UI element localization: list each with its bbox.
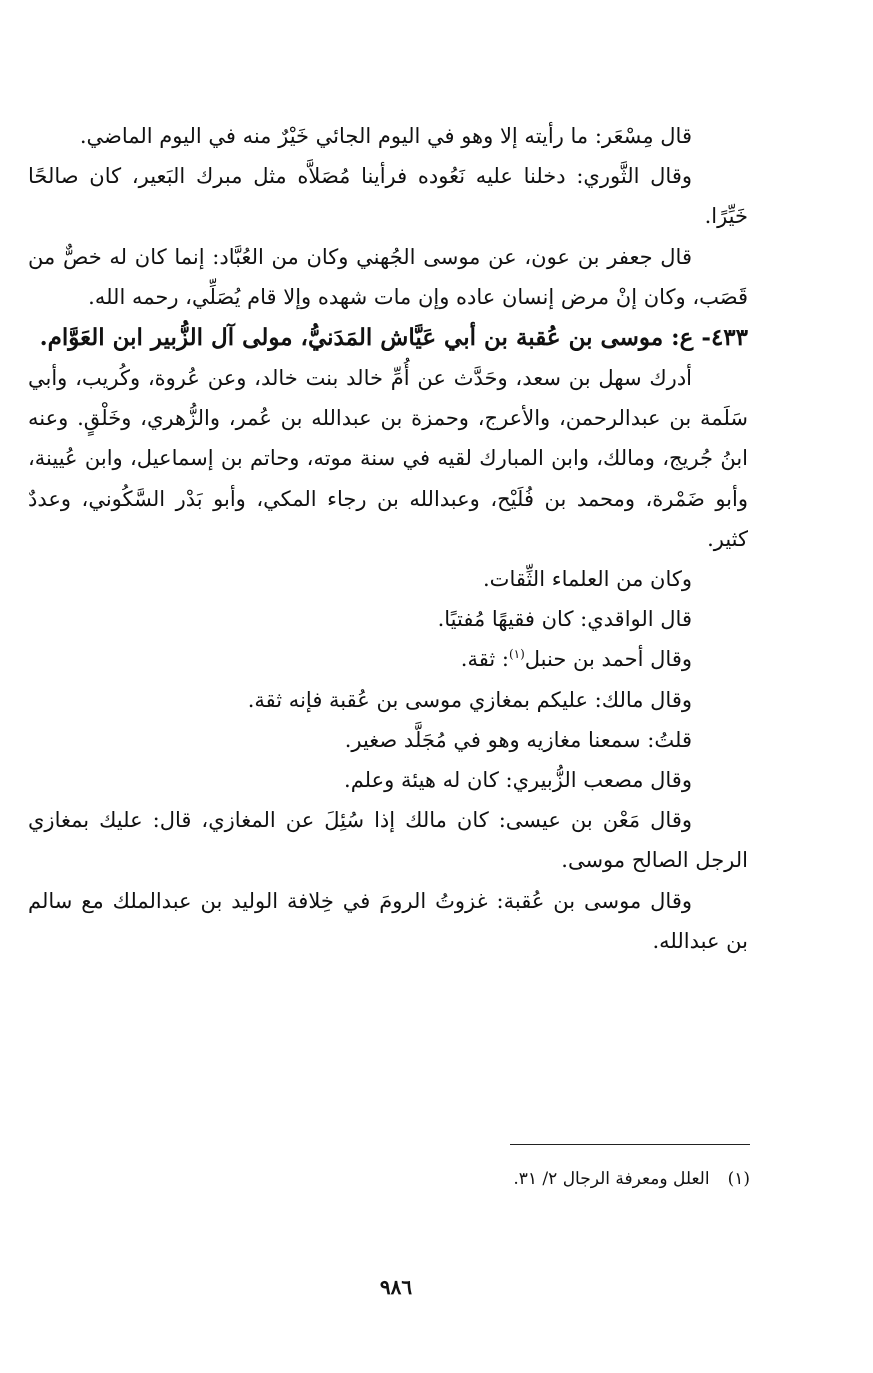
paragraph-man: وقال مَعْن بن عيسى: كان مالك إذا سُئِلَ عن المغازي، قال: عليك بمغازي الرجل الصالح موسى. — [28, 808, 748, 873]
entry-heading — [28, 317, 748, 358]
ahmad-text: وقال أحمد بن حنبل — [524, 647, 692, 672]
paragraph-narrators: أدرك سهل بن سعد، وحَدَّث عن أُمِّ خالد بنت خالد، وعن عُروة، وكُريب، وأبي سَلَمة بن عبدالرحمن، والأعرج، وحمزة بن عبدالله بن عُمر، والزُّهري، وخَلْقٍ. وعنه ابنُ جُريج، ومالك، وابن المبارك لقيه في سنة موته، وحاتم بن إسماعيل، وابن عُيينة، وأبو ضَمْرة، ومحمد بن فُلَيْح، وعبدالله بن رجاء المكي، وأبو بَدْر السَّكُوني، وعددٌ كثير. — [28, 366, 748, 551]
footnote-number: (١) — [727, 1169, 750, 1189]
entry-mark: - ع: — [671, 324, 711, 352]
ahmad-verdict: : ثقة. — [460, 647, 509, 672]
paragraph-thiqat: وكان من العلماء الثِّقات. — [483, 567, 692, 592]
footnote-reference[interactable]: (١) — [508, 647, 525, 662]
paragraph-misar: قال مِسْعَر: ما رأيته إلا وهو في اليوم الجائي خَيْرٌ منه في اليوم الماضي. — [79, 124, 692, 148]
main-text — [28, 116, 748, 961]
paragraph-ahmad — [28, 639, 748, 679]
footnote-text: العلل ومعرفة الرجال ٢/ ٣١. — [513, 1169, 710, 1189]
paragraph-thawri: وقال الثَّوري: دخلنا عليه نَعُوده فرأينا مُصَلاَّه مثل مبرك البَعير، كان صالحًا خَيِّرًا. — [28, 164, 748, 229]
entry-number: ٤٣٣ — [710, 324, 748, 352]
paragraph-qultu: قلتُ: سمعنا مغازيه وهو في مُجَلَّد صغير. — [344, 727, 692, 752]
paragraph-musa: وقال موسى بن عُقبة: غزوتُ الرومَ في خِلافة الوليد بن عبدالملك مع سالم بن عبدالله. — [28, 888, 748, 953]
entry-title: موسى بن عُقبة بن أبي عَيَّاش المَدَنيُّ، مولى آل الزُّبير ابن العَوَّام. — [39, 324, 664, 352]
paragraph-jafar: قال جعفر بن عون، عن موسى الجُهني وكان من العُبَّاد: إنما كان له خصٌّ من قَصَب، وكان إنْ مرض إنسان عاده وإن مات شهده وإلا قام يُصَلِّي، رحمه الله. — [28, 244, 748, 309]
page-number: ٩٨٦ — [379, 1275, 413, 1299]
paragraph-musab: وقال مصعب الزُّبيري: كان له هيئة وعلم. — [344, 768, 692, 793]
footnote-divider — [510, 1144, 750, 1145]
footnote — [300, 1164, 750, 1194]
paragraph-waqidi: قال الواقدي: كان فقيهًا مُفتيًا. — [437, 607, 692, 632]
paragraph-malik: وقال مالك: عليكم بمغازي موسى بن عُقبة فإنه ثقة. — [247, 687, 692, 712]
